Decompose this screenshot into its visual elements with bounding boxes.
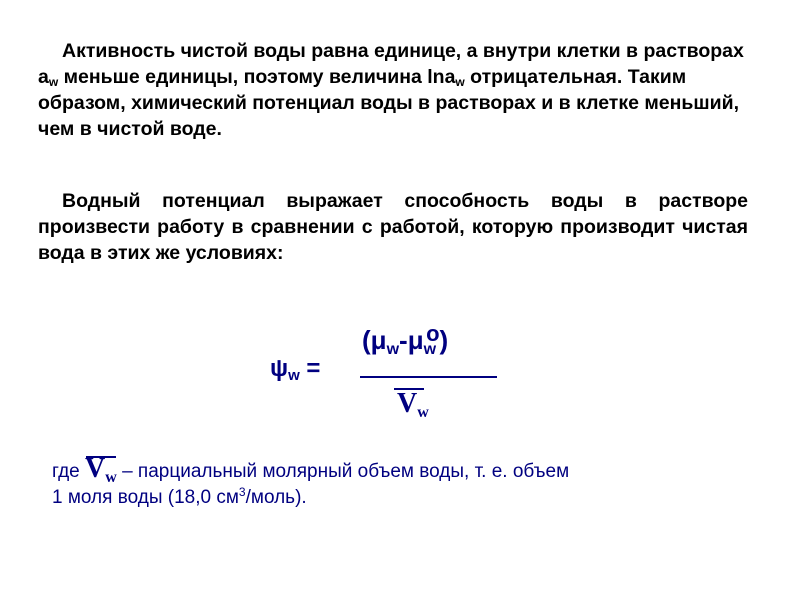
- note-line1-text: – парциальный молярный объем воды, т. е. объем: [116, 461, 570, 482]
- formula-lhs: [270, 355, 320, 383]
- note-prefix: где: [52, 461, 86, 482]
- paragraph-water-activity: [38, 38, 748, 142]
- note-line2-a: 1 моля воды (18,0 см: [52, 487, 239, 508]
- numerator-open-mu: (μ: [362, 325, 387, 355]
- note-line2-b: /моль).: [245, 487, 307, 508]
- note-v-sub: w: [105, 469, 117, 486]
- fraction-line: [360, 376, 497, 378]
- subscript-w: w: [455, 75, 465, 89]
- note-v-symbol: [85, 453, 117, 484]
- paragraph2-text: Водный потенциал выражает способность воды в растворе произвести работу в сравнении с работой, которую производит чистая вода в этих же условиях:: [38, 190, 748, 264]
- denominator-v: V: [397, 388, 418, 419]
- note-partial-molar-volume: [52, 454, 752, 513]
- numerator-minus-mu: -μ: [399, 325, 424, 355]
- paragraph1-text-a: Активность чистой воды равна единице, а внутри клетки в растворах a: [38, 40, 744, 88]
- paragraph-water-potential: [38, 188, 748, 266]
- note-line2: [52, 483, 752, 513]
- equals-sign: =: [299, 355, 321, 382]
- subscript-w: w: [48, 75, 59, 89]
- paragraph1-text-c: отрицательная. Таким образом, химический потенциал воды в растворах и в клетке меньший, чем в чистой воде.: [38, 66, 740, 140]
- note-line2-sup: 3: [238, 485, 246, 499]
- psi-subscript: w: [288, 367, 300, 384]
- note-v: V: [85, 453, 106, 484]
- numerator-sub-w2: w: [423, 341, 437, 358]
- denominator-sub-w: w: [417, 404, 429, 421]
- numerator-close-paren: ): [439, 325, 449, 355]
- formula-numerator: [362, 321, 449, 358]
- numerator-sub-w: w: [386, 341, 400, 358]
- psi-symbol: ψ: [270, 355, 289, 382]
- paragraph1-text-b: меньше единицы, поэтому величина lna: [58, 66, 456, 88]
- formula-denominator: [397, 388, 429, 420]
- numerator-sup-o: o: [426, 321, 440, 346]
